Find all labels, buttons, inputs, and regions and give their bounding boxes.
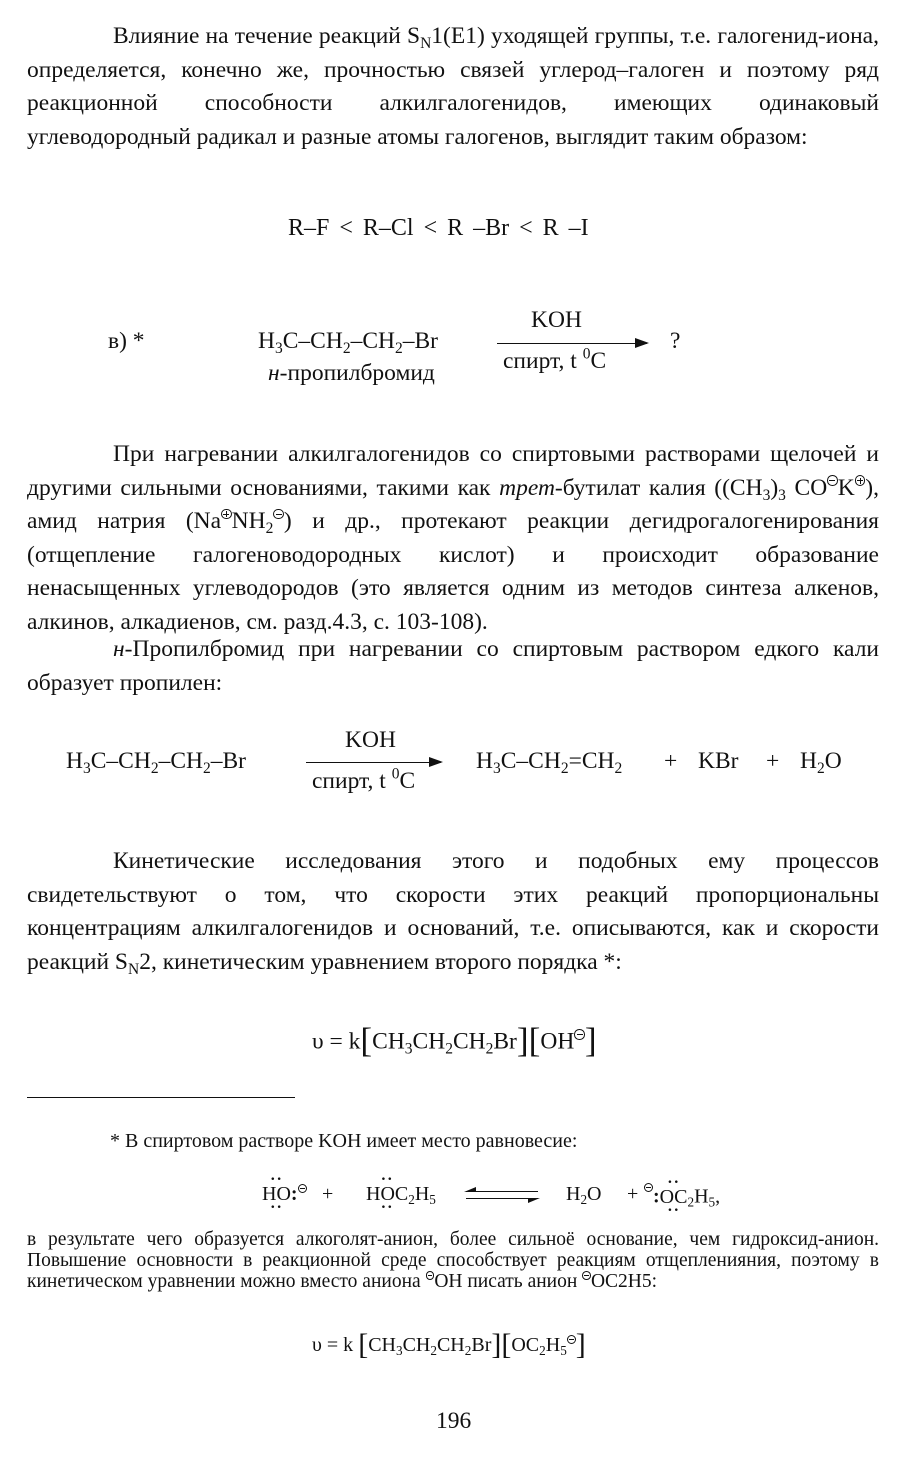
equilibrium-ethanol: ·· HOC $\cdot\cdot_2H_5$ xyxy=(366,1183,436,1206)
task-reagent: KOH xyxy=(531,307,582,333)
rate-equation: $\upsilon = k[CH_3CH_2CH_2Br][OH$ ] xyxy=(312,1021,597,1060)
reactivity-series: R–F < R–Cl < R –Br < R –I xyxy=(288,215,589,241)
task-conditions: спирт, t $^0$C xyxy=(503,345,607,374)
reaction-arrow xyxy=(497,343,647,344)
reaction-arrow xyxy=(306,762,441,763)
page-number: 196 xyxy=(436,1408,472,1434)
main-reactant: $H_3C-CH_2-CH_2-Br$ xyxy=(66,748,246,777)
footnote-divider xyxy=(27,1097,295,1098)
equilibrium-hydroxide: ·· HO ··: xyxy=(262,1183,307,1206)
plus-sign: + xyxy=(322,1183,334,1205)
minus-charge-icon xyxy=(574,1029,585,1040)
paragraph-intro: Влияние на течение реакций $S_N1(E1)$ уходящей группы, т.е. галогенид-иона, определяется, конечно же, прочностью связей углерод–галоген и поэтому ряд реакционной способности алкилгалогенидов, имеющих одинаковый углеводородный радикал и разные атомы галогенов, выглядит таким образом: xyxy=(27,23,879,150)
byproduct-kbr: KBr xyxy=(698,748,739,774)
minus-charge-icon xyxy=(298,1184,307,1193)
plus-sign: + xyxy=(627,1183,639,1205)
task-reactant: $H_3C-CH_2-CH_2-Br$ xyxy=(258,328,438,357)
minus-charge-icon xyxy=(582,1271,591,1280)
plus-sign: + xyxy=(766,748,780,774)
paragraph-kinetics: Кинетические исследования этого и подобных ему процессов свидетельствуют о том, что скорости этих реакций пропорциональны концентрациям алкилгалогенидов и оснований, т.е. описываются, как и скорости реакций $S_N2$, кинетическим уравнением второго порядка *: xyxy=(27,848,879,978)
equilibrium-water: $H_2O$ xyxy=(566,1183,602,1208)
plus-charge-icon xyxy=(855,475,866,486)
minus-charge-icon xyxy=(567,1335,576,1344)
task-label: в) * xyxy=(108,328,145,354)
main-product: $H_3C-CH_2=CH_2$ xyxy=(476,748,623,777)
minus-charge-icon xyxy=(426,1271,435,1280)
byproduct-water: $H_2O$ xyxy=(800,748,842,777)
minus-charge-icon xyxy=(827,475,838,486)
paragraph-dehydrohalogenation: При нагревании алкилгалогенидов со спиртовыми растворами щелочей и другими сильными основаниями, такими как трет-бутилат калия ($(CH_3)_3$ CO K ), амид натрия (Na $NH_2$ ) и др., протекают реакции дегидрогалогенирования (отщепление галогеноводородных кислот) и происходит образование ненасыщенных углеводородов (это является одним из методов синтеза алкенов, алкинов, алкадиенов, см. разд.4.3, с. 103-108). xyxy=(27,441,879,635)
minus-charge-icon xyxy=(644,1183,653,1192)
footnote-paragraph: в результате чего образуется алкоголят-анион, более сильноё основание, чем гидроксид-анион. Повышение основности в реакционной среде способствует реакциям отщепленияния, поэтому в кинетическом уравнении можно вместо аниона OH писать анион OC2H5: xyxy=(27,1229,879,1293)
task-reactant-name: н-пропилбромид xyxy=(268,360,435,386)
plus-sign: + xyxy=(664,748,678,774)
plus-charge-icon xyxy=(221,509,232,520)
main-conditions: спирт, t $^0$C xyxy=(312,765,416,794)
task-question: ? xyxy=(670,328,681,354)
main-reagent: KOH xyxy=(345,727,396,753)
rate-equation-ethoxide: υ = k $[CH_3CH_2CH_2Br][OC_2H_5$ ] xyxy=(312,1328,586,1361)
minus-charge-icon xyxy=(273,509,284,520)
equilibrium-ethoxide: :·· OC $\cdot\cdot_2H_5$, xyxy=(644,1183,720,1209)
paragraph-propylene: н-Пропилбромид при нагревании со спиртовым раствором едкого кали образует пропилен: xyxy=(27,636,879,696)
footnote-title: * В спиртовом растворе KOH имеет место равновесие: xyxy=(110,1130,578,1152)
